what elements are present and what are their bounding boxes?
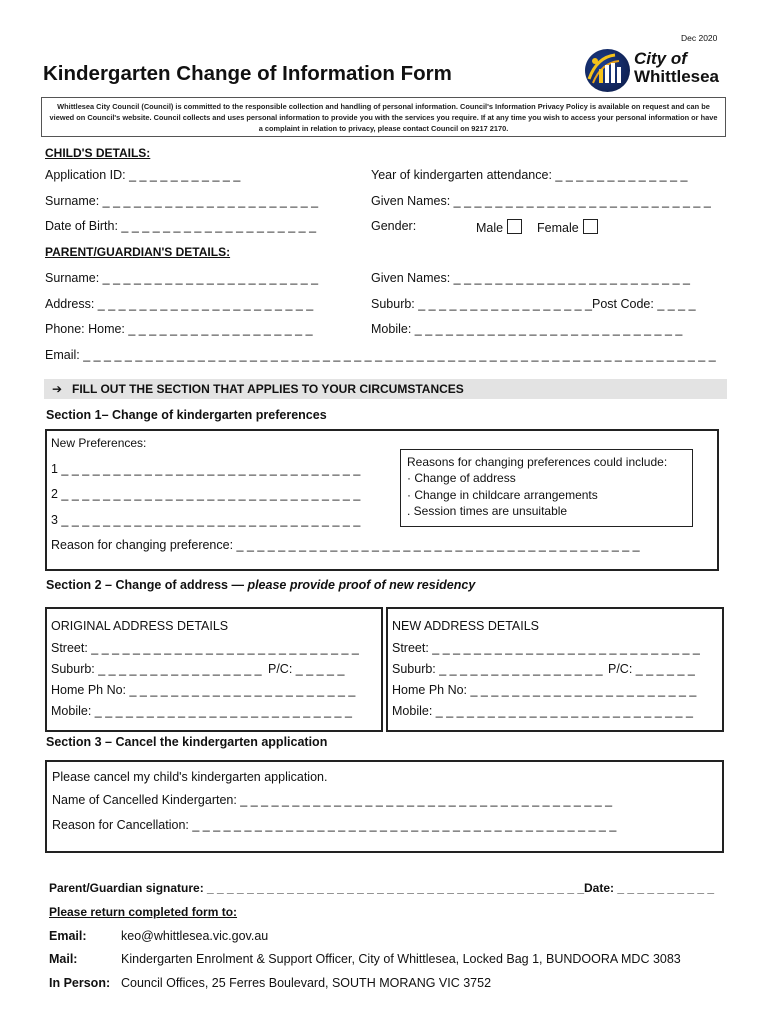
email-label: Email: [49, 929, 87, 943]
parent-details-heading: PARENT/GUARDIAN'S DETAILS: [45, 245, 231, 259]
child-given-names-field[interactable]: Given Names: _ _ _ _ _ _ _ _ _ _ _ _ _ _ _ _ _ _ _ _ _ _ _ _ _ [371, 194, 711, 208]
reasons-title: Reasons for changing preferences could include: [407, 455, 668, 469]
preference-3-field[interactable]: 3 _ _ _ _ _ _ _ _ _ _ _ _ _ _ _ _ _ _ _ _ _ _ _ _ _ _ _ _ _ [51, 513, 361, 527]
reason-item: . Session times are unsuitable [407, 504, 568, 518]
female-option[interactable] [537, 219, 598, 235]
return-email-link[interactable]: keo@whittlesea.vic.gov.au [121, 929, 269, 943]
email-field[interactable]: Email: _ _ _ _ _ _ _ _ _ _ _ _ _ _ _ _ _ _ _ _ _ _ _ _ _ _ _ _ _ _ _ _ _ _ _ _ _ _ _ _ _ _ _ _ _ _ _ _ _ _ _ _ _ _ _ _ _ _ _ _ _ [45, 348, 716, 362]
female-label: Female [537, 221, 579, 235]
home-phone-field[interactable]: Phone: Home: _ _ _ _ _ _ _ _ _ _ _ _ _ _ _ _ _ _ [45, 322, 313, 336]
reason-change-field[interactable]: Reason for changing preference: _ _ _ _ _ _ _ _ _ _ _ _ _ _ _ _ _ _ _ _ _ _ _ _ _ _ _ _ _ _ _ _ _ _ _ _ _ _ _ [51, 538, 640, 552]
new-mobile-field[interactable]: Mobile: _ _ _ _ _ _ _ _ _ _ _ _ _ _ _ _ _ _ _ _ _ _ _ _ _ [392, 704, 693, 718]
form-date: Dec 2020 [681, 33, 718, 43]
instruction-text: FILL OUT THE SECTION THAT APPLIES TO YOUR CIRCUMSTANCES [72, 382, 464, 396]
page-title: Kindergarten Change of Information Form [43, 62, 452, 85]
suburb-field[interactable]: Suburb: _ _ _ _ _ _ _ _ _ _ _ _ _ _ _ _ _ [371, 297, 593, 311]
logo-emblem-icon [585, 49, 630, 92]
new-home-phone-field[interactable]: Home Ph No: _ _ _ _ _ _ _ _ _ _ _ _ _ _ _ _ _ _ _ _ _ _ [392, 683, 697, 697]
address-field[interactable]: Address: _ _ _ _ _ _ _ _ _ _ _ _ _ _ _ _ _ _ _ _ _ [45, 297, 314, 311]
new-preferences-label: New Preferences: [51, 436, 147, 450]
child-surname-field[interactable]: Surname: _ _ _ _ _ _ _ _ _ _ _ _ _ _ _ _ _ _ _ _ _ [45, 194, 319, 208]
section3-heading: Section 3 – Cancel the kindergarten application [46, 735, 328, 749]
original-suburb-field[interactable]: Suburb: _ _ _ _ _ _ _ _ _ _ _ _ _ _ _ _ [51, 662, 262, 676]
logo-text-city: City of [634, 49, 687, 68]
cancelled-kindergarten-field[interactable]: Name of Cancelled Kindergarten: _ _ _ _ _ _ _ _ _ _ _ _ _ _ _ _ _ _ _ _ _ _ _ _ _ _ _ _ _ _ _ _ _ _ _ _ [52, 793, 613, 807]
in-person-label: In Person: [49, 976, 111, 990]
section2-heading-note: please provide proof of new residency [247, 578, 476, 592]
female-checkbox[interactable] [583, 219, 598, 234]
original-home-phone-field[interactable]: Home Ph No: _ _ _ _ _ _ _ _ _ _ _ _ _ _ _ _ _ _ _ _ _ _ [51, 683, 356, 697]
mail-address: Kindergarten Enrolment & Support Officer, City of Whittlesea, Locked Bag 1, BUNDOORA MDC 3083 [121, 952, 681, 966]
in-person-address: Council Offices, 25 Ferres Boulevard, SOUTH MORANG VIC 3752 [121, 976, 492, 990]
new-suburb-field[interactable]: Suburb: _ _ _ _ _ _ _ _ _ _ _ _ _ _ _ _ [392, 662, 603, 676]
privacy-notice: Whittlesea City Council (Council) is committed to the responsible collection and handling of personal information. Council's Information Privacy Policy is available on request and can be viewed on Council's website. Council collects and uses personal information to provide you with the services you require. If at any time you wish to access your personal information or have a complaint in relation to privacy, please contact Council on 9217 2170. [41, 97, 726, 137]
instruction-arrow-icon: ➔ [52, 382, 63, 396]
parent-given-names-field[interactable]: Given Names: _ _ _ _ _ _ _ _ _ _ _ _ _ _ _ _ _ _ _ _ _ _ _ [371, 271, 690, 285]
section1-heading: Section 1– Change of kindergarten preferences [46, 408, 327, 422]
reason-item: · Change of address [407, 471, 516, 485]
signature-date-field[interactable]: Date: _ _ _ _ _ _ _ _ _ _ [584, 881, 715, 895]
mail-label: Mail: [49, 952, 78, 966]
preference-1-field[interactable]: 1 _ _ _ _ _ _ _ _ _ _ _ _ _ _ _ _ _ _ _ _ _ _ _ _ _ _ _ _ _ [51, 462, 361, 476]
application-id-field[interactable]: Application ID: _ _ _ _ _ _ _ _ _ _ _ [45, 168, 241, 182]
preference-2-field[interactable]: 2 _ _ _ _ _ _ _ _ _ _ _ _ _ _ _ _ _ _ _ _ _ _ _ _ _ _ _ _ _ [51, 487, 361, 501]
original-address-title: ORIGINAL ADDRESS DETAILS [51, 619, 229, 633]
kinder-year-field[interactable]: Year of kindergarten attendance: _ _ _ _ _ _ _ _ _ _ _ _ _ [371, 168, 688, 182]
cancel-statement: Please cancel my child's kindergarten application. [52, 770, 328, 784]
child-details-heading: CHILD'S DETAILS: [45, 146, 151, 160]
male-checkbox[interactable] [507, 219, 522, 234]
cancellation-reason-field[interactable]: Reason for Cancellation: _ _ _ _ _ _ _ _ _ _ _ _ _ _ _ _ _ _ _ _ _ _ _ _ _ _ _ _ _ _ _ _ _ _ _ _ _ _ _ _ _ [52, 818, 617, 832]
postcode-field[interactable]: Post Code: _ _ _ _ [592, 297, 696, 311]
new-address-title: NEW ADDRESS DETAILS [392, 619, 540, 633]
gender-label: Gender: [371, 219, 417, 233]
male-option[interactable] [476, 219, 522, 235]
return-heading: Please return completed form to: [49, 905, 238, 919]
mobile-field[interactable]: Mobile: _ _ _ _ _ _ _ _ _ _ _ _ _ _ _ _ _ _ _ _ _ _ _ _ _ _ [371, 322, 683, 336]
reason-item: · Change in childcare arrangements [407, 488, 598, 502]
section2-heading-text: Section 2 – Change of address — [46, 578, 248, 592]
new-pc-field[interactable]: P/C: _ _ _ _ _ _ [608, 662, 695, 676]
dob-field[interactable]: Date of Birth: _ _ _ _ _ _ _ _ _ _ _ _ _ _ _ _ _ _ _ [45, 219, 317, 233]
signature-field[interactable]: Parent/Guardian signature: _ _ _ _ _ _ _ _ _ _ _ _ _ _ _ _ _ _ _ _ _ _ _ _ _ _ _ _ _ _ _ _ _ _ _ _ _ _ [49, 881, 584, 895]
section2-heading [46, 578, 475, 592]
original-street-field[interactable]: Street: _ _ _ _ _ _ _ _ _ _ _ _ _ _ _ _ _ _ _ _ _ _ _ _ _ _ [51, 641, 359, 655]
original-pc-field[interactable]: P/C: _ _ _ _ _ [268, 662, 345, 676]
original-mobile-field[interactable]: Mobile: _ _ _ _ _ _ _ _ _ _ _ _ _ _ _ _ _ _ _ _ _ _ _ _ _ [51, 704, 352, 718]
parent-surname-field[interactable]: Surname: _ _ _ _ _ _ _ _ _ _ _ _ _ _ _ _ _ _ _ _ _ [45, 271, 319, 285]
new-street-field[interactable]: Street: _ _ _ _ _ _ _ _ _ _ _ _ _ _ _ _ _ _ _ _ _ _ _ _ _ _ [392, 641, 700, 655]
logo-text-whittlesea: Whittlesea [634, 67, 720, 86]
male-label: Male [476, 221, 504, 235]
